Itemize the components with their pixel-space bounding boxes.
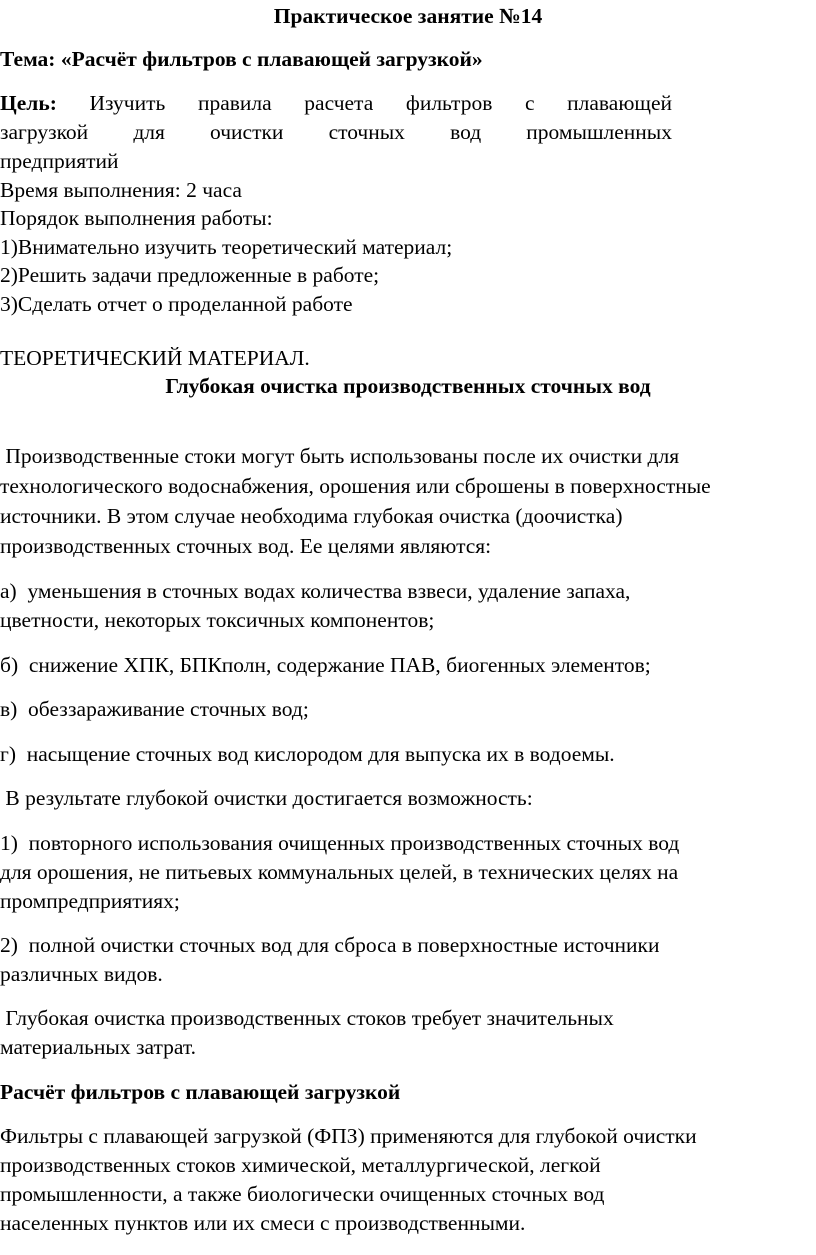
step-2: 2)Решить задачи предложенные в работе;: [0, 263, 380, 287]
goal-text-2: загрузкой для очистки сточных вод промышленных: [0, 120, 672, 144]
goal-line-3: предприятий: [0, 149, 119, 173]
theory-heading: ТЕОРЕТИЧЕСКИЙ МАТЕРИАЛ.: [0, 346, 310, 370]
goal-item-b: б) снижение ХПК, БПКполн, содержание ПАВ, биогенных элементов;: [0, 653, 651, 677]
theory-subheading: Глубокая очистка производственных сточных вод: [165, 374, 651, 398]
intro-line-3: источники. В этом случае необходима глубокая очистка (доочистка): [0, 504, 623, 528]
calc-para-line-1: Фильтры с плавающей загрузкой (ФПЗ) применяются для глубокой очистки: [0, 1124, 697, 1148]
intro-line-1: Производственные стоки могут быть использованы после их очистки для: [0, 444, 680, 468]
topic-line: Тема: «Расчёт фильтров с плавающей загрузкой»: [0, 47, 483, 71]
goal-line-1-box: [0, 90, 672, 117]
goal-label: Цель:: [0, 91, 57, 115]
goal-item-a-1: а) уменьшения в сточных водах количества взвеси, удаление запаха,: [0, 579, 631, 603]
calc-heading: Расчёт фильтров с плавающей загрузкой: [0, 1080, 401, 1104]
result-1-line-3: промпредприятиях;: [0, 889, 180, 913]
goal-line-2: [0, 119, 672, 146]
intro-line-4: производственных сточных вод. Ее целями являются:: [0, 534, 492, 558]
result-2-line-1: 2) полной очистки сточных вод для сброса в поверхностные источники: [0, 933, 660, 957]
calc-para-line-2: производственных стоков химической, металлургической, легкой: [0, 1153, 601, 1177]
calc-para-line-3: промышленности, а также биологически очищенных сточных вод: [0, 1182, 605, 1206]
cost-line-1: Глубокая очистка производственных стоков требует значительных: [0, 1006, 614, 1030]
result-intro: В результате глубокой очистки достигается возможность:: [0, 786, 533, 810]
intro-line-2: технологического водоснабжения, орошения или сброшены в поверхностные: [0, 474, 711, 498]
order-line: Порядок выполнения работы:: [0, 206, 273, 230]
goal-item-v: в) обеззараживание сточных вод;: [0, 697, 309, 721]
goal-item-a-2: цветности, некоторых токсичных компонентов;: [0, 608, 435, 632]
cost-line-2: материальных затрат.: [0, 1035, 197, 1059]
step-3: 3)Сделать отчет о проделанной работе: [0, 292, 353, 316]
calc-para-line-4: населенных пунктов или их смеси с производственными.: [0, 1211, 526, 1235]
result-1-line-1: 1) повторного использования очищенных производственных сточных вод: [0, 831, 680, 855]
result-2-line-2: различных видов.: [0, 962, 163, 986]
goal-line-1: [0, 90, 672, 117]
goal-text-1: Изучить правила расчета фильтров с плавающей: [89, 91, 672, 115]
time-line: Время выполнения: 2 часа: [0, 178, 242, 202]
step-1: 1)Внимательно изучить теоретический материал;: [0, 235, 453, 259]
result-1-line-2: для орошения, не питьевых коммунальных целей, в технических целях на: [0, 860, 679, 884]
goal-item-g: г) насыщение сточных вод кислородом для выпуска их в водоемы.: [0, 742, 615, 766]
page-title: Практическое занятие №14: [273, 4, 543, 28]
